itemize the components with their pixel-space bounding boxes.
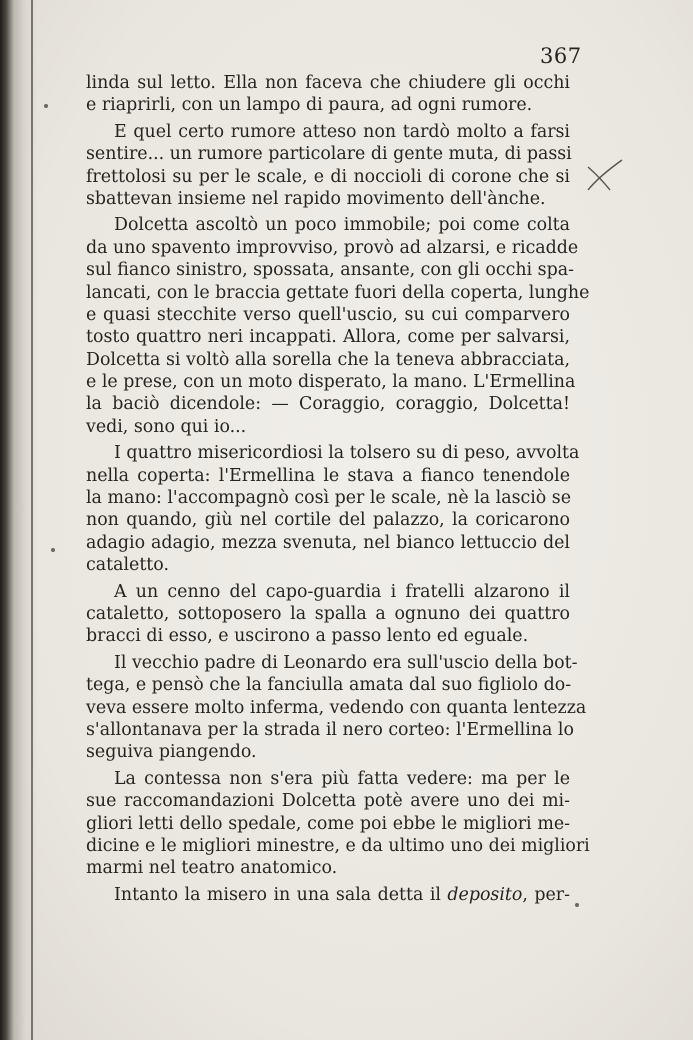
text-line: Dolcetta si voltò alla sorella che la teneva abbracciata, [86,349,570,370]
text-line: e quasi stecchite verso quell'uscio, su cui comparvero [86,304,570,325]
text-line: veva essere molto inferma, vedendo con quanta lentezza [86,697,587,718]
text-line: sbattevan insieme nel rapido movimento dell'ànche. [86,188,546,209]
text-line: cataletto. [86,555,169,576]
paper-speck [51,548,55,552]
text-line-final [86,884,570,906]
text-line: e le prese, con un moto disperato, la mano. L'Ermellina [86,372,576,393]
text-line: I quattro misericordiosi la tolsero su di peso, avvolta [114,443,580,464]
text-run: , per- [522,884,570,905]
text-line: lancati, con le braccia gettate fuori della coperta, lunghe [86,282,590,303]
text-run: Intanto la misero in una sala detta il [114,884,448,905]
text-line: dicine e le migliori minestre, e da ultimo uno dei migliori [86,835,590,856]
text-line: sentire... un rumore particolare di gente muta, di passi [86,144,572,165]
text-line: tosto quattro neri incappati. Allora, come per salvarsi, [86,327,570,348]
text-line: s'allontanava per la strada il nero corteo: l'Ermellina lo [86,719,574,740]
text-line: E quel certo rumore atteso non tardò molto a farsi [114,121,570,142]
body-text [86,72,590,906]
text-line: sue raccomandazioni Dolcetta potè avere uno dei mi- [86,791,570,812]
paper-speck [44,104,48,108]
text-line: vedi, sono qui io... [86,416,247,437]
text-line: bracci di esso, e uscirono a passo lento ed eguale. [86,626,529,647]
text-line: seguiva piangendo. [86,742,257,763]
page-edge-line [31,0,33,1040]
page-number: 367 [540,44,582,68]
text-line: la baciò dicendole: — Coraggio, coraggio, Dolcetta! [86,394,570,415]
paper-speck [575,903,579,907]
text-line: sul fianco sinistro, spossata, ansante, con gli occhi spa- [86,260,574,281]
text-line: adagio adagio, mezza svenuta, nel bianco lettuccio del [86,532,570,553]
text-line: A un cenno del capo-guardia i fratelli alzarono il [114,581,570,602]
text-line: linda sul letto. Ella non faceva che chiudere gli occhi [86,73,570,93]
text-line: tega, e pensò che la fanciulla amata dal suo figliolo do- [86,675,572,696]
text-line: gliori letti dello spedale, come poi ebbe le migliori me- [86,813,570,834]
text-line: nella coperta: l'Ermellina le stava a fianco tenendole [86,465,570,486]
pencil-cross-mark [584,158,626,192]
text-line: frettolosi su per le scale, e di noccioli di corone che si [86,166,570,187]
text-line: La contessa non s'era più fatta vedere: ma per le [114,768,570,789]
text-line: e riaprirli, con un lampo di paura, ad ogni rumore. [86,95,533,116]
text-line: la mano: l'accompagnò così per le scale, nè la lasciò se [86,488,572,509]
text-line: cataletto, sottoposero la spalla a ognuno dei quattro [86,603,570,624]
italic-term: deposito [447,884,523,905]
text-line: marmi nel teatro anatomico. [86,858,338,879]
text-line: Dolcetta ascoltò un poco immobile; poi come colta [114,215,570,236]
text-line: Il vecchio padre di Leonardo era sull'uscio della bot- [114,652,578,673]
text-line: non quando, giù nel cortile del palazzo, la coricarono [86,510,570,531]
text-line: da uno spavento improvviso, provò ad alzarsi, e ricadde [86,237,579,258]
